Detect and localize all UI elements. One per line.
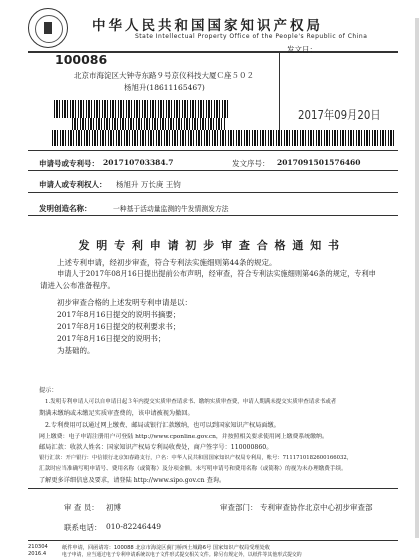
hint-line: 邮局汇款：收款人姓名：国家知识产权局专利局收费处，商户签字号：110000860。	[39, 444, 273, 451]
hint-line: 银行汇款：开户银行：中信银行北京知春路支行，户名：中华人民共和国国家知识产权局专利局，帐号：7111710182600166032，	[39, 455, 352, 461]
divider	[28, 192, 398, 193]
page-edge-shadow	[415, 18, 419, 538]
basis-note: 为基础的。	[57, 346, 95, 355]
hint-line: 期满未缴纳或未缴足实质审查费的，该申请被视为撤回。	[39, 410, 194, 417]
mailing-address: 北京市海淀区大钟寺东路９号京仪科技大厦Ｃ座５０２	[74, 71, 254, 80]
hint-line: 网上缴费：电子申请注册用户可登陆 http://www.cponline.gov.cn，并按照相关要求使用网上缴费系统缴纳。	[39, 434, 328, 440]
examiner-label: 审 查 员：	[64, 503, 99, 512]
notice-paragraph-1: 上述专利申请，经初步审查，符合专利法实施细则第44条的规定。	[57, 258, 277, 267]
hint-line: 汇款时应当准确写明申请号、费用名称（或简称）及分项金额。未写明申请号和费用名称（或简称）的视为未办理缴费手续。	[39, 466, 347, 472]
sipo-emblem-icon	[28, 8, 68, 48]
hint-line: 1.发明专利申请人可以自申请日起３年内提交实质审查请求书、缴纳实质审查费，申请人期满未提交实质审查请求书或者	[45, 399, 337, 405]
department-name: 专利审查协作北京中心初步审查部	[260, 503, 373, 512]
hint-line: 了解更多详细信息及要求，请登陆 http://www.sipo.gov.cn 查询。	[39, 477, 226, 484]
divider	[28, 215, 398, 216]
send-date-label: 发文日：	[287, 45, 317, 54]
phone-number: 010-82246449	[106, 522, 162, 531]
docs-intro: 初步审查合格的上述发明专利申请是以：	[57, 298, 192, 307]
postmark-box	[279, 51, 398, 139]
invention-title-label: 发明创造名称：	[39, 204, 92, 213]
application-number: 201710703384.7	[103, 158, 174, 167]
notice-paragraph-2: 申请人于2017年08月16日提出提前公布声明，经审查，符合专利法实施细则第46条的规定，专利申	[57, 269, 376, 278]
postcode: 100086	[55, 52, 108, 67]
office-name: 中华人民共和国国家知识产权局	[92, 18, 323, 34]
divider	[28, 540, 398, 541]
send-date-stamp: 2017年09月20日	[298, 108, 381, 122]
doc-item: 2017年8月16日提交的说明书；	[57, 334, 166, 343]
examiner-name: 初博	[106, 503, 121, 512]
divider	[28, 150, 398, 151]
electronic-filing-note: 电子申请，应当通过电子专利申请系统以电子文件形式提交相关文件。除另有规定外，以纸件等其他形式提交的	[62, 552, 302, 558]
doc-item: 2017年8月16日提交的权利要求书；	[57, 322, 181, 331]
application-number-label: 申请号或专利号：	[39, 159, 99, 168]
doc-number: 2017091501576460	[277, 158, 361, 167]
applicant-label: 申请人或专利权人：	[39, 180, 107, 189]
return-address: 纸件申请，回函请寄：100088 北京市海淀区蓟门桥西土城路6号 国家知识产权局受理处收	[62, 545, 270, 551]
form-code: 210304	[28, 544, 48, 550]
notice-title: 发 明 专 利 申 请 初 步 审 查 合 格 通 知 书	[78, 239, 341, 252]
hints-label: 提示：	[39, 387, 58, 394]
barcode-wide	[52, 130, 396, 146]
recipient: 杨旭升(18611165467)	[124, 83, 205, 92]
divider	[28, 488, 398, 489]
doc-number-label: 发文序号：	[232, 159, 270, 168]
form-version: 2016.4	[28, 551, 47, 557]
doc-item: 2017年8月16日提交的说明书摘要；	[57, 310, 181, 319]
applicant-names: 杨旭升 万长庚 王钧	[116, 180, 181, 189]
office-name-en: State Intellectual Property Office of the People's Republic of China	[135, 33, 368, 40]
notice-paragraph-2-cont: 请进入公布准备程序。	[40, 281, 115, 290]
phone-label: 联系电话：	[64, 523, 102, 532]
hint-line: 2.专利费用可以通过网上缴费、邮局或银行汇款缴纳，也可以到国家知识产权局面缴。	[45, 422, 280, 429]
barcode-primary	[54, 100, 230, 118]
department-label: 审查部门：	[220, 503, 258, 512]
invention-title: 一种基于活动量监测的牛发情测发方法	[113, 205, 229, 213]
divider	[28, 170, 398, 171]
